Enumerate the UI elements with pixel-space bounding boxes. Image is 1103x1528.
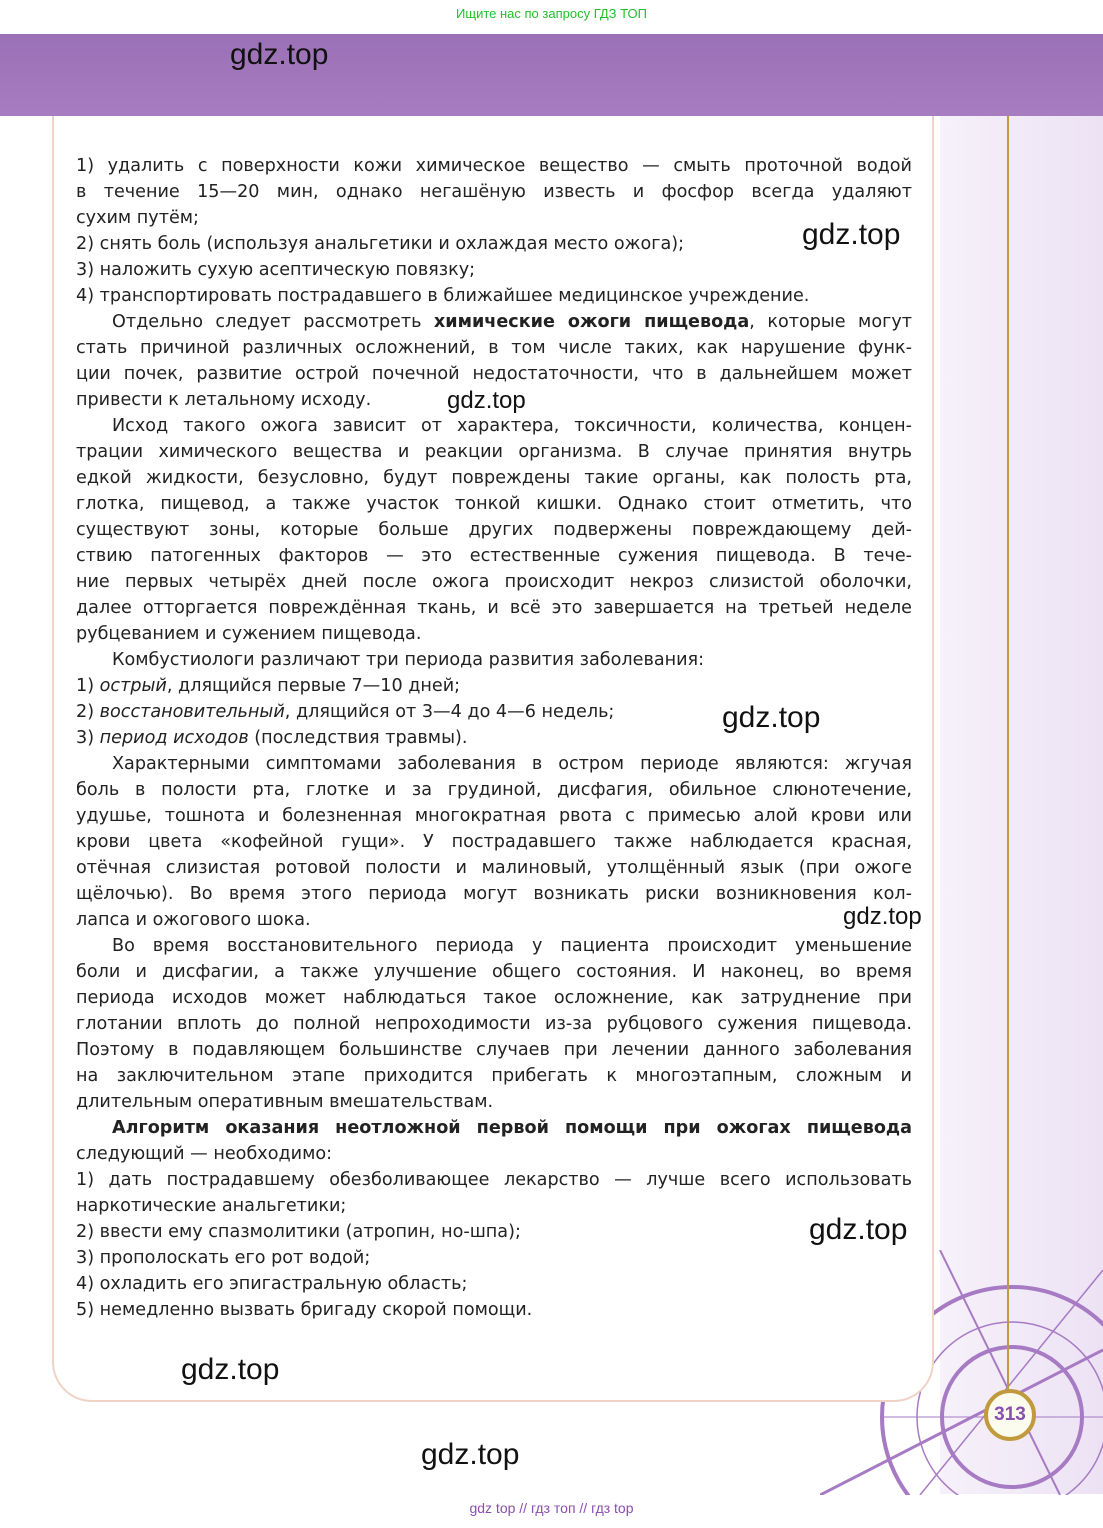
text-line (76, 491, 912, 517)
text-line (76, 1219, 912, 1245)
text-line (76, 543, 912, 569)
text-span: длительным оперативным вмешательствам. (76, 1092, 494, 1112)
text-span: удушье, тошнота и болезненная многократная рвота с примесью алой крови или (76, 806, 912, 826)
text-span: Исход такого ожога зависит от характера, токсичности, количества, концен- (112, 416, 912, 436)
text-line (76, 283, 912, 309)
text-span: Во время восстановительного периода у пациента происходит уменьшение (112, 936, 912, 956)
text-line (76, 1141, 912, 1167)
text-span: 3) прополоскать его рот водой; (76, 1248, 371, 1268)
text-line (76, 335, 912, 361)
text-span: , длящийся первые 7—10 дней; (166, 676, 461, 696)
text-line (76, 517, 912, 543)
text-line (76, 1167, 912, 1193)
text-line (76, 1271, 912, 1297)
italic-term: период исходов (99, 728, 249, 748)
text-span: 4) охладить его эпигастральную область; (76, 1274, 468, 1294)
watermark: gdz.top (230, 38, 329, 71)
watermark: gdz.top (447, 387, 526, 414)
text-span: Отдельно следует рассмотреть (112, 312, 434, 332)
text-span: боль в полости рта, глотке и за грудиной, дисфагия, обильное слюнотечение, (76, 780, 912, 800)
text-span: далее отторгается повреждённая ткань, и всё это завершается на третьей неделе (76, 598, 912, 618)
text-span: едкой жидкости, безусловно, будут повреждены такие органы, как полость рта, (76, 468, 912, 488)
text-line (76, 777, 912, 803)
bold-term: химические ожоги пищевода (433, 312, 750, 332)
text-span: 2) (76, 702, 100, 722)
text-line (76, 1245, 912, 1271)
text-line (76, 1297, 912, 1323)
text-span: ние первых четырёх дней после ожога происходит некроз слизистой оболочки, (76, 572, 912, 592)
text-span: наркотические анальгетики; (76, 1196, 347, 1216)
text-line (76, 985, 912, 1011)
text-span: привести к летальному исходу. (76, 390, 372, 410)
text-span: стать причиной различных осложнений, в том числе таких, как нарушение функ- (76, 338, 912, 358)
watermark: gdz.top (843, 903, 922, 930)
footer-links: gdz top // гдз топ // гдз top (469, 1500, 634, 1516)
text-line (76, 465, 912, 491)
watermark: gdz.top (802, 218, 901, 251)
text-span: существуют зоны, которые больше других подвержены повреждающему дей- (76, 520, 912, 540)
text-span: Комбустиологи различают три периода развития заболевания: (112, 650, 705, 670)
text-span: 3) (76, 728, 100, 748)
text-line (76, 231, 912, 257)
text-span: (последствия травмы). (248, 728, 468, 748)
bold-term: Алгоритм оказания неотложной первой помощи при ожогах пищевода (112, 1118, 912, 1138)
italic-term: острый (99, 676, 167, 696)
text-span: отёчная слизистая ротовой полости и малиновый, утолщённый язык (при ожоге (76, 858, 912, 878)
text-span: следующий — необходимо: (76, 1144, 333, 1164)
text-line (76, 361, 912, 387)
page-number: 313 (984, 1389, 1036, 1441)
text-line (76, 1115, 912, 1141)
search-hint: Ищите нас по запросу ГДЗ ТОП (456, 6, 647, 21)
text-line (76, 1037, 912, 1063)
text-line (76, 881, 912, 907)
text-span: лапса и ожогового шока. (76, 910, 311, 930)
italic-term: восстановительный (99, 702, 285, 722)
text-span: периода исходов может наблюдаться такое осложнение, как затруднение при (76, 988, 912, 1008)
text-span: , которые могут (749, 312, 912, 332)
text-span: глотании вплоть до полной непроходимости из-за рубцового сужения пищевода. (76, 1014, 912, 1034)
text-span: 5) немедленно вызвать бригаду скорой помощи. (76, 1300, 533, 1320)
text-line (76, 569, 912, 595)
text-line (76, 257, 912, 283)
gold-divider (1007, 116, 1009, 1391)
text-span: крови цвета «кофейной гущи». У пострадавшего также наблюдается красная, (76, 832, 912, 852)
text-line (76, 855, 912, 881)
text-line (76, 153, 912, 179)
text-line (76, 1011, 912, 1037)
text-line (76, 933, 912, 959)
text-line (76, 595, 912, 621)
text-line (76, 621, 912, 647)
text-line (76, 803, 912, 829)
body-text (76, 153, 912, 1323)
text-line (76, 959, 912, 985)
watermark: gdz.top (809, 1213, 908, 1246)
watermark: gdz.top (181, 1353, 280, 1386)
text-span: боли и дисфагии, а также улучшение общего состояния. И наконец, во время (76, 962, 912, 982)
text-line (76, 673, 912, 699)
text-span: рубцеванием и сужением пищевода. (76, 624, 422, 644)
text-line (76, 907, 912, 933)
watermark: gdz.top (421, 1438, 520, 1471)
text-span: на заключительном этапе приходится прибегать к многоэтапным, сложным и (76, 1066, 912, 1086)
text-span: глотка, пищевод, а также участок тонкой кишки. Однако стоит отметить, что (76, 494, 912, 514)
text-span: Характерными симптомами заболевания в остром периоде являются: жгучая (112, 754, 912, 774)
text-span: ствию патогенных факторов — это естественные сужения пищевода. В тече- (76, 546, 912, 566)
text-span: 2) снять боль (используя анальгетики и охлаждая место ожога); (76, 234, 685, 254)
text-span: , длящийся от 3—4 до 4—6 недель; (284, 702, 615, 722)
text-line (76, 829, 912, 855)
text-line (76, 309, 912, 335)
text-line (76, 1089, 912, 1115)
text-span: 1) удалить с поверхности кожи химическое вещество — смыть проточной водой (76, 156, 912, 176)
text-line (76, 1193, 912, 1219)
text-span: 1) (76, 676, 100, 696)
text-line (76, 205, 912, 231)
text-span: Поэтому в подавляющем большинстве случаев при лечении данного заболевания (76, 1040, 912, 1060)
text-span: 3) наложить сухую асептическую повязку; (76, 260, 476, 280)
text-span: сухим путём; (76, 208, 199, 228)
text-span: 4) транспортировать пострадавшего в ближайшее медицинское учреждение. (76, 286, 810, 306)
text-line (76, 439, 912, 465)
watermark: gdz.top (722, 701, 821, 734)
text-span: щёлочью). Во время этого периода могут возникать риски возникновения кол- (76, 884, 912, 904)
text-span: 1) дать пострадавшему обезболивающее лекарство — лучше всего использовать (76, 1170, 912, 1190)
text-line (76, 179, 912, 205)
text-line (76, 1063, 912, 1089)
text-line (76, 413, 912, 439)
text-span: 2) ввести ему спазмолитики (атропин, но-шпа); (76, 1222, 521, 1242)
text-line (76, 751, 912, 777)
header-banner (0, 34, 1103, 116)
text-span: ции почек, развитие острой почечной недостаточности, что в дальнейшем может (76, 364, 912, 384)
text-span: в течение 15—20 мин, однако негашёную известь и фосфор всегда удаляют (76, 182, 912, 202)
text-span: трации химического вещества и реакции организма. В случае принятия внутрь (76, 442, 912, 462)
text-line (76, 647, 912, 673)
